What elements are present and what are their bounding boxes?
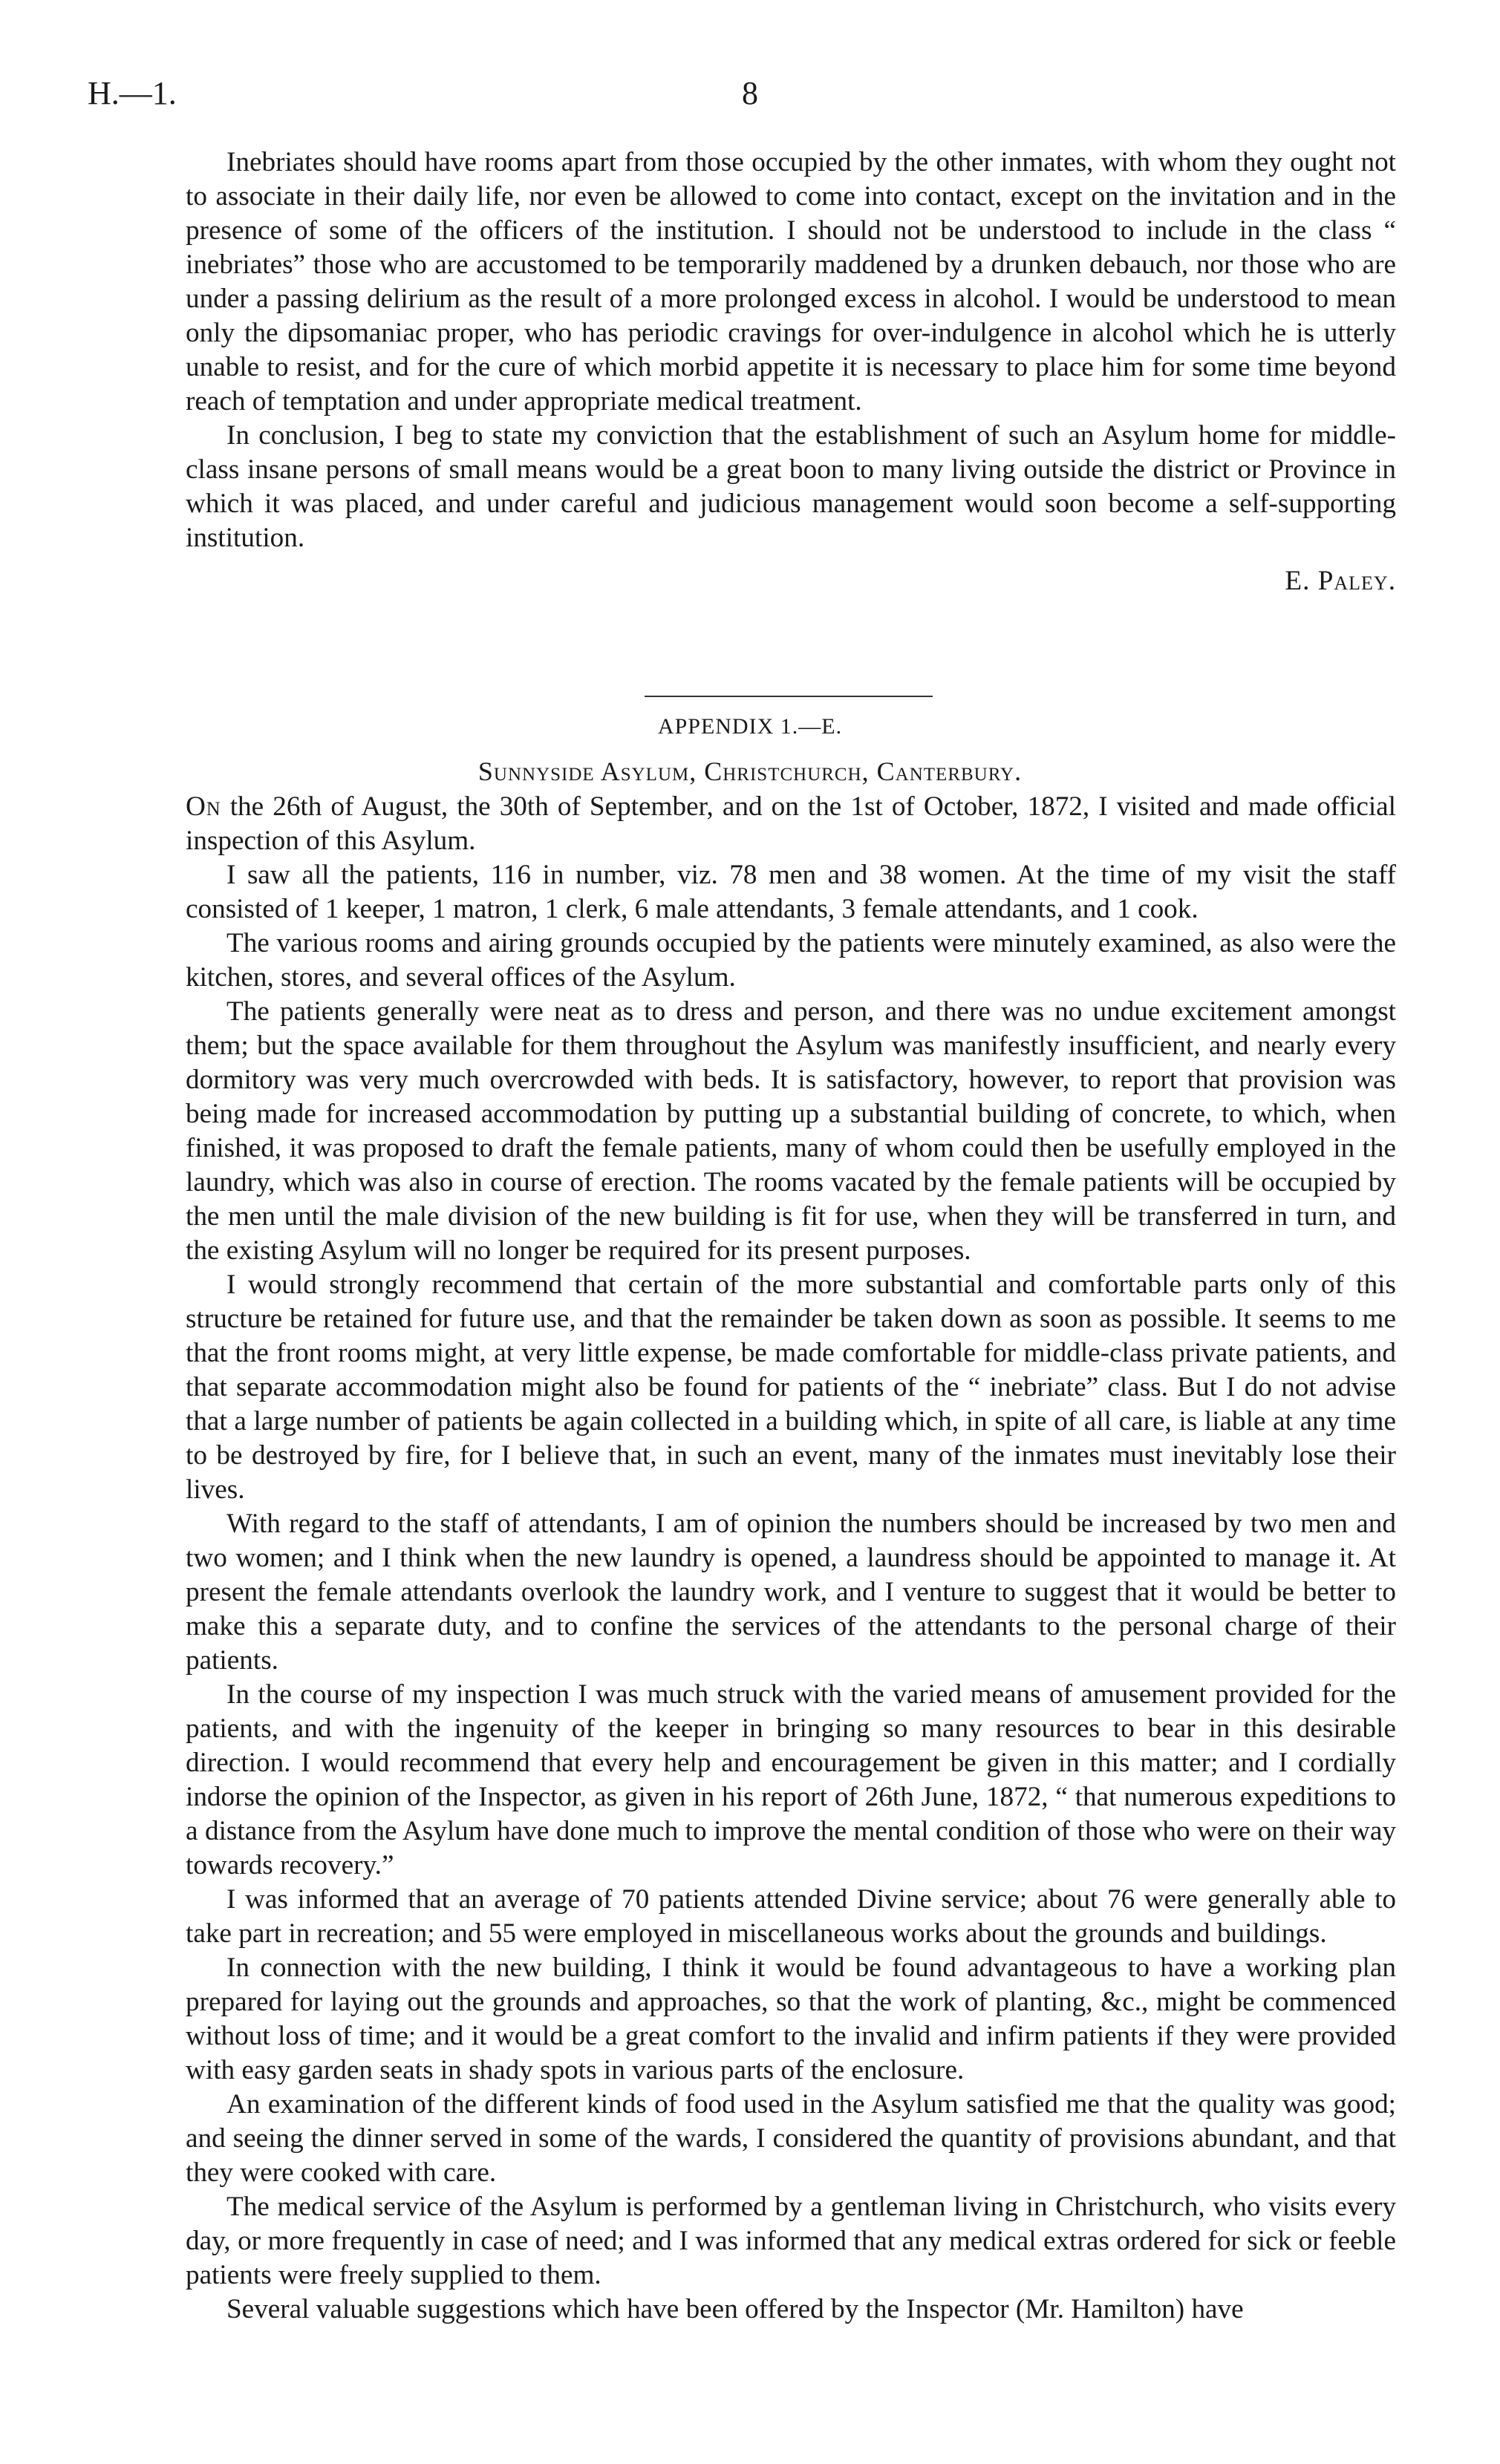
opening-paragraph — [186, 790, 1396, 858]
appendix-subtitle: Sunnyside Asylum, Christchurch, Canterbury. — [477, 756, 1023, 786]
previous-report-section — [186, 146, 1396, 598]
paragraph: Inebriates should have rooms apart from those occupied by the other inmates, with whom they ought not to associate in their daily life, nor even be allowed to come into contact, except on the invitation and in the presence of some of the officers of the institution. I should not be understood to include in the class “ inebriates” those who are accustomed to be temporarily maddened by a drunken debauch, nor those who are under a passing delirium as the result of a more prolonged excess in alcohol. I would be understood to mean only the dipsomaniac proper, who has periodic cravings for over-indulgence in alcohol which he is utterly unable to resist, and for the cure of which morbid appetite it is necessary to place him for some time beyond reach of temptation and under appropriate medical treatment. — [186, 147, 1396, 416]
opening-paragraph-text: the 26th of August, the 30th of September, and on the 1st of October, 1872, I visited and made official inspection of this Asylum. — [186, 791, 1397, 856]
paragraph: With regard to the staff of attendants, I am of opinion the numbers should be increased by two men and two women; and I think when the new laundry is opened, a laundress should be appointed to manage it. At present the female attendants overlook the laundry work, and I venture to suggest that it would be better to make this a separate duty, and to confine the services of the attendants to the personal charge of their patients. — [186, 1509, 1396, 1676]
paragraph: An examination of the different kinds of food used in the Asylum satisfied me that the quality was good; and seeing the dinner served in some of the wards, I considered the quantity of provisions abundant, and that they were cooked with care. — [186, 2089, 1396, 2188]
opening-word: On — [186, 791, 221, 822]
document-reference: H.—1. — [88, 75, 177, 111]
paragraph: In the course of my inspection I was much struck with the varied means of amusement provided for the patients, and with the ingenuity of the keeper in bringing so many resources to bear in this desirable direction. I would recommend that every help and encouragement be given in this matter; and I cordially indorse the opinion of the Inspector, as given in his report of 26th June, 1872, “ that numerous expeditions to a distance from the Asylum have done much to improve the mental condition of those who were on their way towards recovery.” — [186, 1679, 1396, 1880]
section-divider — [645, 696, 933, 697]
signature: E. Paley. — [1285, 566, 1396, 596]
paragraph: Several valuable suggestions which have been offered by the Inspector (Mr. Hamilton) have — [226, 2294, 1244, 2324]
page-header — [88, 74, 1412, 119]
paragraph: The patients generally were neat as to dress and person, and there was no undue excitement amongst them; but the space available for them throughout the Asylum was manifestly insufficient, and nearly every dormitory was very much overcrowded with beds. It is satisfactory, however, to report that provision was being made for increased accommodation by putting up a substantial building of concrete, to which, when finished, it was proposed to draft the female patients, many of whom could then be usefully employed in the laundry, which was also in course of erection. The rooms vacated by the female patients will be occupied by the men until the male division of the new building is fit for use, when they will be transferred in turn, and the existing Asylum will no longer be required for its present purposes. — [186, 996, 1396, 1266]
paragraph: The medical service of the Asylum is performed by a gentleman living in Christchurch, who visits every day, or more frequently in case of need; and I was informed that any medical extras ordered for sick or feeble patients were freely supplied to them. — [186, 2192, 1396, 2290]
paragraph: In connection with the new building, I think it would be found advantageous to have a working plan prepared for laying out the grounds and approaches, so that the work of planting, &c., might be commenced without loss of time; and it would be a great comfort to the invalid and infirm patients if they were provided with easy garden seats in shady spots in various parts of the enclosure. — [186, 1952, 1396, 2085]
paragraph: I would strongly recommend that certain of the more substantial and comfortable parts only of this structure be retained for future use, and that the remainder be taken down as soon as possible. It seems to me that the front rooms might, at very little expense, be made comfortable for middle-class private patients, and that separate accommodation might also be found for patients of the “ inebriate” class. But I do not advise that a large number of patients be again collected in a building which, in spite of all care, is liable at any time to be destroyed by fire, for I believe that, in such an event, many of the inmates must inevitably lose their lives. — [186, 1269, 1396, 1505]
page-number: 8 — [742, 75, 758, 111]
paragraph: The various rooms and airing grounds occupied by the patients were minutely examined, as also were the kitchen, stores, and several offices of the Asylum. — [186, 928, 1396, 993]
appendix-heading: APPENDIX 1.—E. — [657, 714, 843, 739]
paragraph: I was informed that an average of 70 patients attended Divine service; about 76 were generally able to take part in recreation; and 55 were employed in miscellaneous works about the grounds and buildings. — [186, 1884, 1396, 1949]
paragraph: I saw all the patients, 116 in number, viz. 78 men and 38 women. At the time of my visit the staff consisted of 1 keeper, 1 matron, 1 clerk, 6 male attendants, 3 female attendants, and 1 cook. — [186, 860, 1396, 924]
appendix-report-section — [186, 790, 1396, 2327]
paragraph: In conclusion, I beg to state my conviction that the establishment of such an Asylum home for middle-class insane persons of small means would be a great boon to many living outside the district or Province in which it was placed, and under careful and judicious management would soon become a self-supporting institution. — [186, 420, 1396, 553]
